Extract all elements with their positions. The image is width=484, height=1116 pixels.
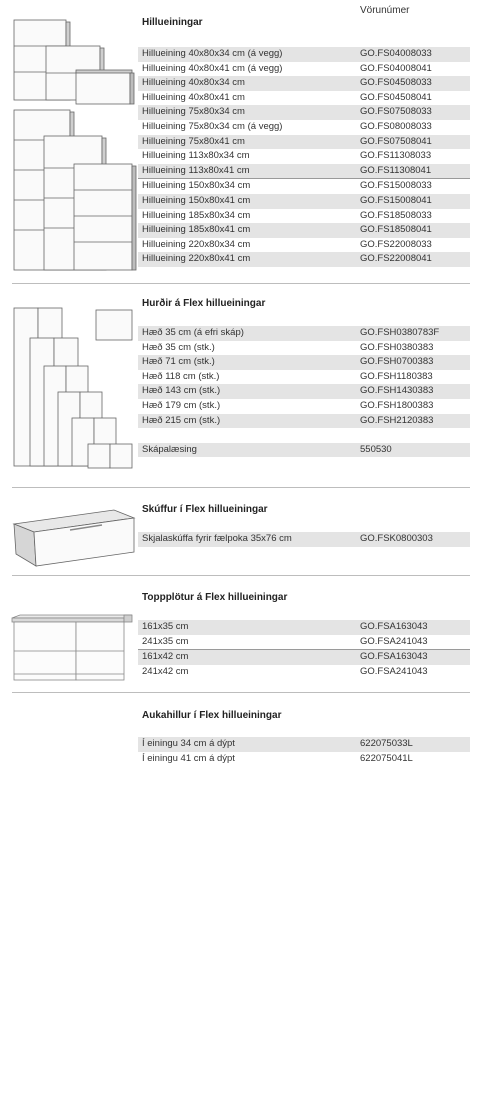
product-description: Hæð 35 cm (á efri skáp) [142,327,244,338]
product-number: 550530 [360,443,392,455]
table-row [138,223,470,238]
product-description: Hillueining 185x80x41 cm [142,224,251,236]
product-number: GO.FSH1800383 [360,399,434,411]
table-row [138,341,470,356]
section-title: Aukahillur í Flex hillueiningar [142,710,282,721]
table-row [138,149,470,164]
product-number: GO.FS22008033 [360,238,432,250]
product-number: GO.FS15008041 [360,194,432,206]
doors-illustration [10,306,138,470]
table-row [138,635,470,650]
table-row [138,737,470,752]
product-number: GO.FSK0800303 [360,533,433,544]
table-row [138,443,470,458]
section-title: Hillueiningar [142,17,203,28]
product-number: GO.FSH1430383 [360,385,434,397]
product-description: Í einingu 41 cm á dýpt [142,752,235,764]
table-row [138,76,470,91]
product-number: GO.FSH0700383 [360,356,434,368]
table-row [138,399,470,414]
product-description: Hillueining 220x80x41 cm [142,253,251,265]
product-number: GO.FS11308033 [360,150,432,162]
section-title: Toppplötur á Flex hillueiningar [142,592,288,603]
product-description: Skjalaskúffa fyrir fælpoka 35x76 cm [142,533,292,544]
product-description: Hillueining 40x80x34 cm (á vegg) [142,48,283,59]
product-description: 241x42 cm [142,665,189,677]
product-description: Hillueining 40x80x41 cm [142,91,245,103]
product-description: Hillueining 40x80x41 cm (á vegg) [142,62,283,74]
product-description: Hæð 35 cm (stk.) [142,341,215,353]
product-number: GO.FSH0380383 [360,341,434,353]
table-row [138,620,470,635]
product-description: Hillueining 75x80x41 cm [142,135,245,147]
table-row [138,665,470,680]
table-row [138,649,470,665]
doors-table [138,326,470,457]
section-divider [12,575,470,576]
product-description: Hillueining 113x80x34 cm [142,150,250,162]
table-row [138,62,470,77]
product-description: Hæð 179 cm (stk.) [142,399,221,411]
product-number: GO.FSA163043 [360,651,428,663]
section-title: Skúffur í Flex hillueiningar [142,504,268,515]
drawer-illustration [10,508,138,570]
product-number: GO.FS04008033 [360,48,432,59]
product-description: Hæð 118 cm (stk.) [142,370,220,382]
product-description: Hillueining 75x80x34 cm [142,106,245,118]
product-number: GO.FS04008041 [360,62,432,74]
product-description: Hæð 71 cm (stk.) [142,356,215,368]
table-row [138,428,470,443]
product-number: GO.FSH2120383 [360,414,434,426]
table-row [138,91,470,106]
product-number: GO.FS18508041 [360,224,432,236]
product-description: Skápalæsing [142,443,197,455]
table-row [138,532,470,547]
product-number: GO.FS04508033 [360,77,432,89]
table-row [138,178,470,194]
table-row [138,164,470,179]
product-description: Hillueining 185x80x34 cm [142,209,251,221]
product-description: 161x42 cm [142,651,189,663]
table-row [138,414,470,429]
product-number: GO.FS18508033 [360,209,432,221]
product-number: GO.FS22008041 [360,253,432,265]
table-row [138,238,470,253]
section-divider [12,692,470,693]
table-row [138,384,470,399]
product-description: 161x35 cm [142,621,189,632]
top-plates-table [138,620,470,679]
table-row [138,47,470,62]
product-description: Hillueining 150x80x41 cm [142,194,251,206]
product-description: 241x35 cm [142,635,189,647]
table-row [138,326,470,341]
product-description: Hæð 215 cm (stk.) [142,414,221,426]
table-row [138,209,470,224]
product-number: GO.FSH0380783F [360,327,440,338]
product-number: GO.FS07508041 [360,135,432,147]
product-description: Hæð 143 cm (stk.) [142,385,221,397]
product-number: 622075033L [360,738,413,749]
section-divider [12,283,470,284]
product-description: Hillueining 220x80x34 cm [142,238,251,250]
product-number: GO.FS07508033 [360,106,432,118]
table-row [138,355,470,370]
table-row [138,120,470,135]
product-description: Hillueining 113x80x41 cm [142,164,250,176]
table-row [138,105,470,120]
product-number: GO.FS04508041 [360,91,432,103]
column-header-product-number: Vörunúmer [360,5,410,16]
section-divider [12,487,470,488]
table-row [138,194,470,209]
product-description: Hillueining 150x80x34 cm [142,180,251,192]
product-number: GO.FS08008033 [360,120,432,132]
table-row [138,752,470,767]
product-number: GO.FSA241043 [360,665,428,677]
extra-shelves-table [138,737,470,766]
product-number: GO.FS15008033 [360,180,432,192]
drawers-table [138,532,470,547]
shelving-units-table [138,47,470,267]
product-description: Hillueining 40x80x34 cm [142,77,245,89]
product-number: GO.FSA241043 [360,635,428,647]
shelving-units-illustration [10,18,138,274]
top-plates-illustration [10,614,138,684]
table-row [138,135,470,150]
section-title: Hurðir á Flex hillueiningar [142,298,266,309]
product-description: Í einingu 34 cm á dýpt [142,738,235,749]
product-number: 622075041L [360,752,413,764]
product-description: Hillueining 75x80x34 cm (á vegg) [142,120,283,132]
table-row [138,370,470,385]
table-row [138,252,470,267]
product-number: GO.FS11308041 [360,164,432,176]
product-number: GO.FSH1180383 [360,370,433,382]
product-number: GO.FSA163043 [360,621,428,632]
